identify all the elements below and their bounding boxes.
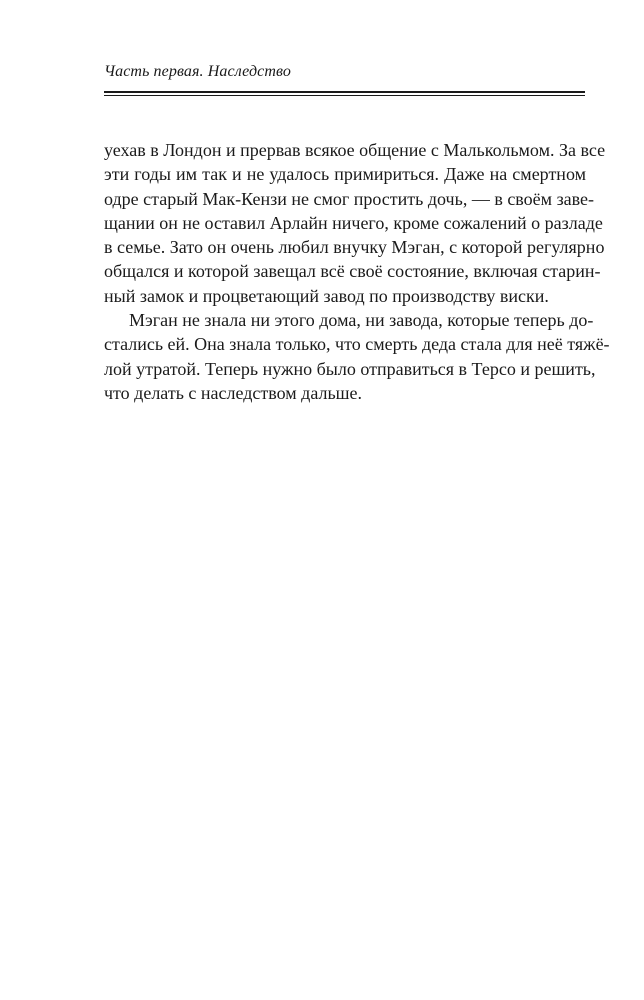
text-line: в семье. Зато он очень любил внучку Мэган, с которой регулярно [104, 237, 605, 258]
text-line: уехав в Лондон и прервав всякое общение с Малькольмом. За все [104, 140, 606, 160]
text-line: одре старый Мак-Кензи не смог простить дочь, — в своём заве- [104, 188, 595, 209]
text-line: общался и которой завещал всё своё состояние, включая старин- [104, 261, 601, 282]
paragraph-1 [104, 138, 606, 308]
text-line: щании он не оставил Арлайн ничего, кроме сожалений о разладе [104, 212, 603, 233]
paragraph-2 [104, 308, 610, 405]
text-line: ный замок и процветающий завод по производству виски. [104, 285, 549, 306]
text-line: эти годы им так и не удалось примириться. Даже на смертном [104, 164, 586, 185]
running-title: Часть первая. Наследство [104, 63, 291, 80]
body-text [104, 138, 610, 405]
running-header [104, 62, 585, 96]
text-line: что делать с наследством дальше. [104, 382, 363, 403]
header-rule-thin [104, 95, 585, 96]
header-rule-thick [104, 91, 585, 93]
text-line: лой утратой. Теперь нужно было отправиться в Терсо и решить, [104, 358, 596, 379]
text-line: стались ей. Она знала только, что смерть деда стала для неё тяжё- [104, 334, 610, 355]
text-line: Мэган не знала ни этого дома, ни завода, которые теперь до- [129, 310, 594, 331]
